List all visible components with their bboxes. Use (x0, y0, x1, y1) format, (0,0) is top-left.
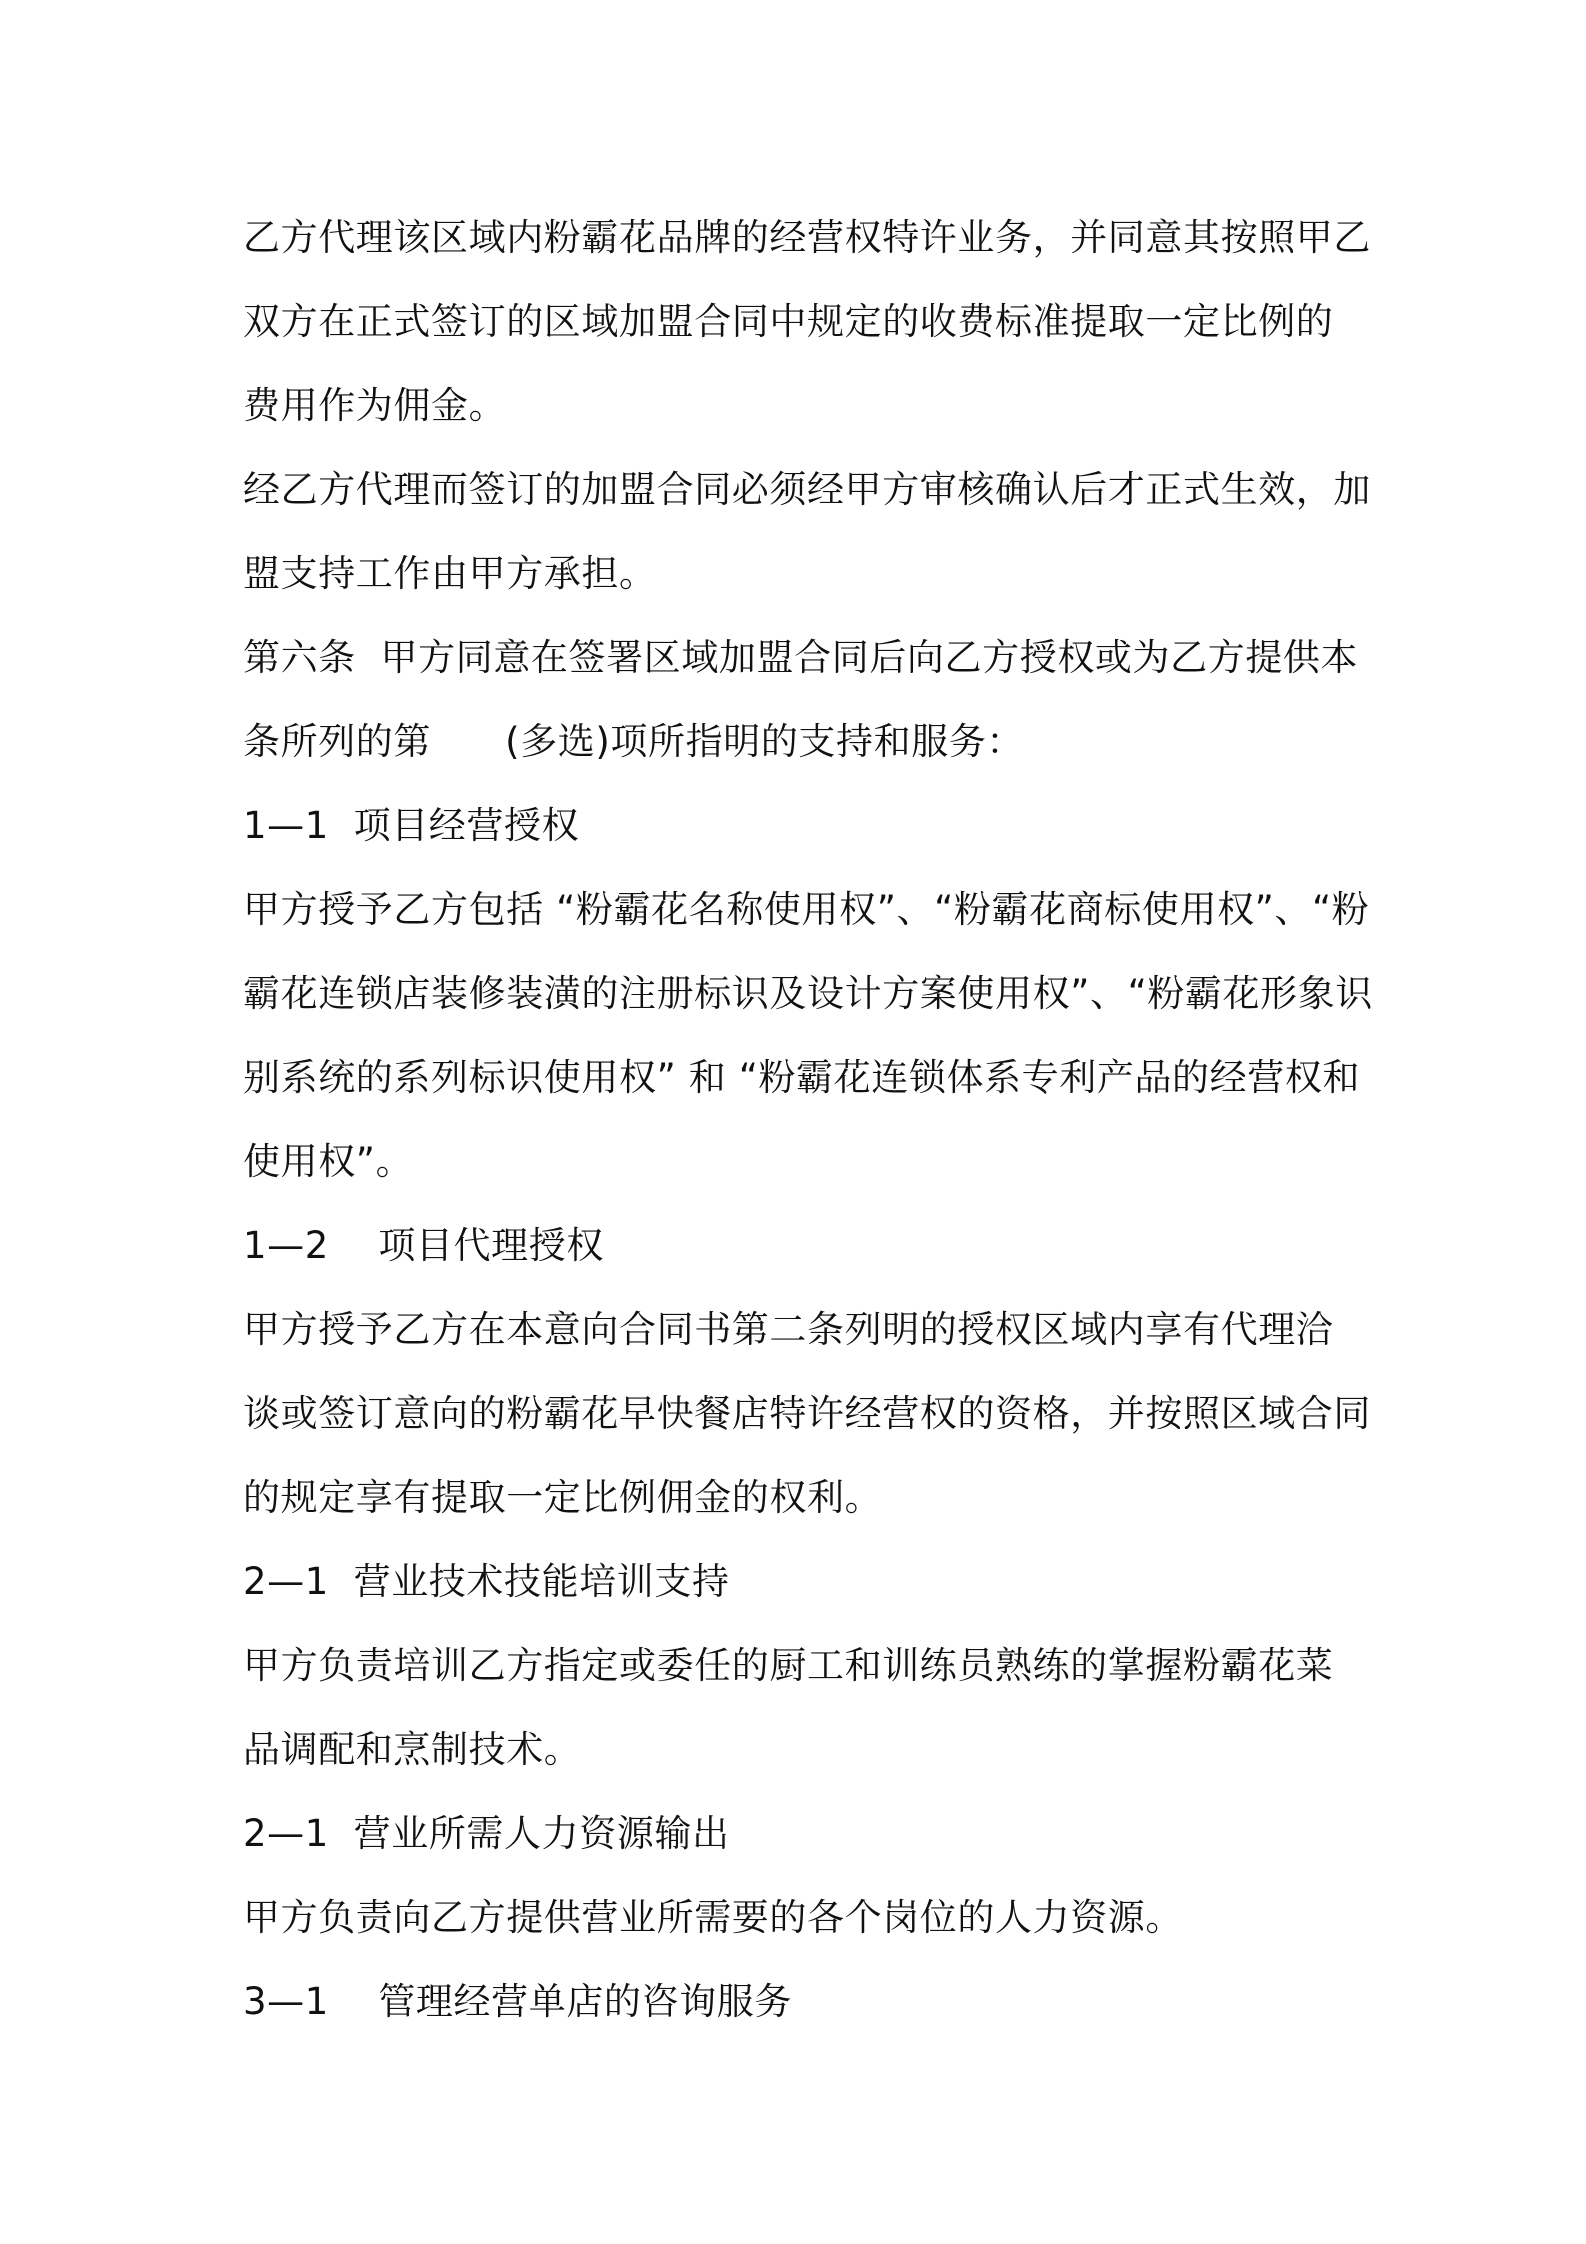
section-heading: 3—1 管理经营单店的咨询服务 (243, 1980, 792, 2023)
paragraph-line: 别系统的系列标识使用权” 和 “粉霸花连锁体系专利产品的经营权和 (243, 1056, 1361, 1099)
paragraph-line: 甲方授予乙方包括 “粉霸花名称使用权”、“粉霸花商标使用权”、“粉 (243, 888, 1370, 931)
paragraph-line: 乙方代理该区域内粉霸花品牌的经营权特许业务，并同意其按照甲乙 (243, 216, 1371, 259)
paragraph-line: 谈或签订意向的粉霸花早快餐店特许经营权的资格，并按照区域合同 (243, 1392, 1371, 1435)
paragraph-line: 费用作为佣金。 (243, 384, 507, 427)
paragraph-line: 条所列的第 (多选)项所指明的支持和服务： (243, 720, 1025, 763)
section-heading: 2—1 营业所需人力资源输出 (243, 1812, 730, 1855)
paragraph-line: 使用权”。 (243, 1140, 414, 1183)
paragraph-line: 经乙方代理而签订的加盟合同必须经甲方审核确认后才正式生效，加 (243, 468, 1371, 511)
section-heading: 1—2 项目代理授权 (243, 1224, 604, 1267)
paragraph-line: 双方在正式签订的区域加盟合同中规定的收费标准提取一定比例的 (243, 300, 1334, 343)
paragraph-line: 盟支持工作由甲方承担。 (243, 552, 657, 595)
paragraph-line: 霸花连锁店装修装潢的注册标识及设计方案使用权”、“粉霸花形象识 (243, 972, 1373, 1015)
section-heading: 1—1 项目经营授权 (243, 804, 580, 847)
paragraph-line: 品调配和烹制技术。 (243, 1728, 582, 1771)
paragraph-line: 甲方负责向乙方提供营业所需要的各个岗位的人力资源。 (243, 1896, 1183, 1939)
paragraph-line: 甲方授予乙方在本意向合同书第二条列明的授权区域内享有代理洽 (243, 1308, 1334, 1351)
paragraph-line: 甲方负责培训乙方指定或委任的厨工和训练员熟练的掌握粉霸花菜 (243, 1644, 1334, 1687)
paragraph-line: 的规定享有提取一定比例佣金的权利。 (243, 1476, 883, 1519)
article-heading-line: 第六条 甲方同意在签署区域加盟合同后向乙方授权或为乙方提供本 (243, 636, 1359, 679)
section-heading: 2—1 营业技术技能培训支持 (243, 1560, 730, 1603)
document-body (243, 196, 1373, 2044)
